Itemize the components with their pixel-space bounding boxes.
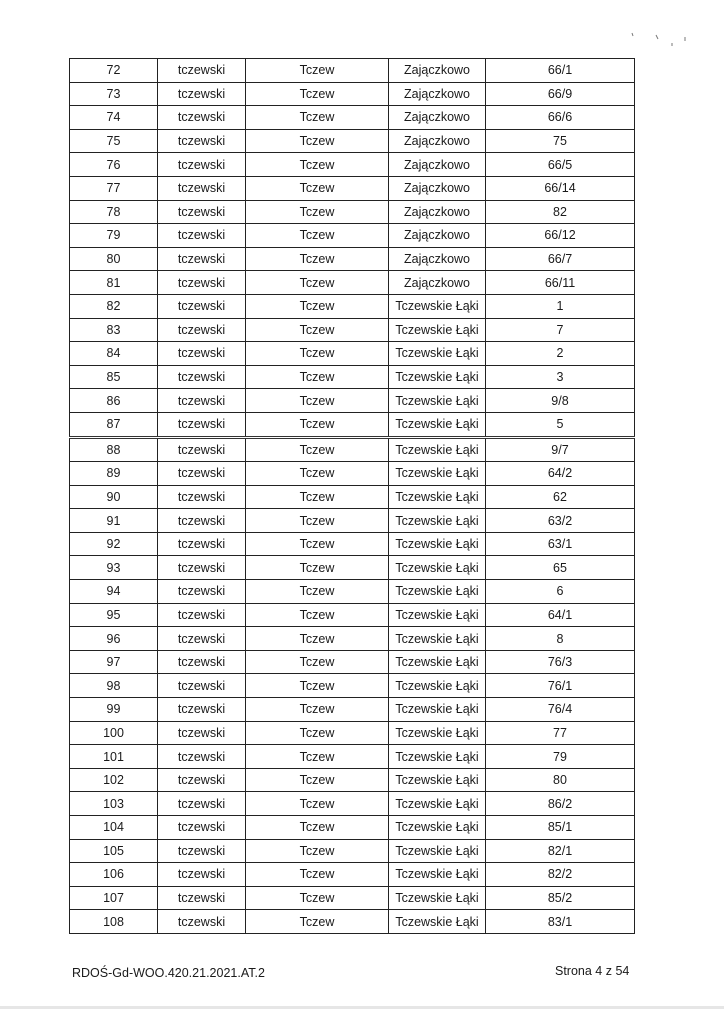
precinct-cell: Tczewskie Łąki — [389, 721, 486, 745]
parcel-number-cell: 85/1 — [486, 816, 635, 840]
row-number-cell: 89 — [70, 462, 158, 486]
table-row — [70, 532, 635, 556]
parcel-number-cell: 66/14 — [486, 176, 635, 200]
table-row — [70, 863, 635, 887]
precinct-cell: Tczewskie Łąki — [389, 839, 486, 863]
table-row — [70, 556, 635, 580]
county-cell: tczewski — [158, 412, 246, 437]
precinct-cell: Tczewskie Łąki — [389, 745, 486, 769]
parcel-number-cell: 83/1 — [486, 910, 635, 934]
precinct-cell: Tczewskie Łąki — [389, 532, 486, 556]
row-number-cell: 87 — [70, 412, 158, 437]
parcel-number-cell: 64/1 — [486, 603, 635, 627]
precinct-cell: Tczewskie Łąki — [389, 910, 486, 934]
precinct-cell: Tczewskie Łąki — [389, 792, 486, 816]
table-row — [70, 129, 635, 153]
county-cell: tczewski — [158, 389, 246, 413]
county-cell: tczewski — [158, 129, 246, 153]
table-row — [70, 816, 635, 840]
precinct-cell: Tczewskie Łąki — [389, 627, 486, 651]
commune-cell: Tczew — [246, 768, 389, 792]
table-row — [70, 509, 635, 533]
commune-cell: Tczew — [246, 318, 389, 342]
parcel-table — [69, 58, 635, 934]
parcel-number-cell: 66/12 — [486, 224, 635, 248]
table-row — [70, 910, 635, 934]
commune-cell: Tczew — [246, 437, 389, 462]
county-cell: tczewski — [158, 745, 246, 769]
county-cell: tczewski — [158, 556, 246, 580]
table-row — [70, 200, 635, 224]
county-cell: tczewski — [158, 462, 246, 486]
commune-cell: Tczew — [246, 389, 389, 413]
parcel-number-cell: 77 — [486, 721, 635, 745]
commune-cell: Tczew — [246, 106, 389, 130]
row-number-cell: 94 — [70, 580, 158, 604]
county-cell: tczewski — [158, 200, 246, 224]
parcel-number-cell: 63/1 — [486, 532, 635, 556]
precinct-cell: Tczewskie Łąki — [389, 886, 486, 910]
county-cell: tczewski — [158, 437, 246, 462]
row-number-cell: 93 — [70, 556, 158, 580]
commune-cell: Tczew — [246, 839, 389, 863]
table-row — [70, 365, 635, 389]
parcel-number-cell: 5 — [486, 412, 635, 437]
county-cell: tczewski — [158, 839, 246, 863]
precinct-cell: Tczewskie Łąki — [389, 509, 486, 533]
row-number-cell: 96 — [70, 627, 158, 651]
parcel-number-cell: 7 — [486, 318, 635, 342]
commune-cell: Tczew — [246, 82, 389, 106]
scan-artifact-marks — [628, 30, 688, 50]
table-row — [70, 224, 635, 248]
page-number: Strona 4 z 54 — [555, 964, 630, 978]
commune-cell: Tczew — [246, 532, 389, 556]
row-number-cell: 102 — [70, 768, 158, 792]
county-cell: tczewski — [158, 650, 246, 674]
row-number-cell: 82 — [70, 294, 158, 318]
row-number-cell: 76 — [70, 153, 158, 177]
precinct-cell: Tczewskie Łąki — [389, 674, 486, 698]
county-cell: tczewski — [158, 886, 246, 910]
row-number-cell: 95 — [70, 603, 158, 627]
precinct-cell: Tczewskie Łąki — [389, 485, 486, 509]
table-row — [70, 674, 635, 698]
row-number-cell: 72 — [70, 59, 158, 83]
table-row — [70, 82, 635, 106]
county-cell: tczewski — [158, 318, 246, 342]
county-cell: tczewski — [158, 674, 246, 698]
table-row — [70, 342, 635, 366]
parcel-number-cell: 9/7 — [486, 437, 635, 462]
parcel-number-cell: 8 — [486, 627, 635, 651]
commune-cell: Tczew — [246, 910, 389, 934]
commune-cell: Tczew — [246, 674, 389, 698]
parcel-number-cell: 76/4 — [486, 698, 635, 722]
commune-cell: Tczew — [246, 627, 389, 651]
parcel-number-cell: 82/2 — [486, 863, 635, 887]
row-number-cell: 88 — [70, 437, 158, 462]
row-number-cell: 73 — [70, 82, 158, 106]
row-number-cell: 84 — [70, 342, 158, 366]
row-number-cell: 86 — [70, 389, 158, 413]
precinct-cell: Zajączkowo — [389, 106, 486, 130]
row-number-cell: 83 — [70, 318, 158, 342]
county-cell: tczewski — [158, 365, 246, 389]
county-cell: tczewski — [158, 698, 246, 722]
table-row — [70, 485, 635, 509]
parcel-number-cell: 6 — [486, 580, 635, 604]
document-reference: RDOŚ-Gd-WOO.420.21.2021.AT.2 — [72, 966, 265, 980]
county-cell: tczewski — [158, 485, 246, 509]
precinct-cell: Zajączkowo — [389, 200, 486, 224]
commune-cell: Tczew — [246, 153, 389, 177]
row-number-cell: 97 — [70, 650, 158, 674]
row-number-cell: 91 — [70, 509, 158, 533]
commune-cell: Tczew — [246, 412, 389, 437]
parcel-number-cell: 66/1 — [486, 59, 635, 83]
precinct-cell: Tczewskie Łąki — [389, 556, 486, 580]
precinct-cell: Zajączkowo — [389, 271, 486, 295]
row-number-cell: 79 — [70, 224, 158, 248]
precinct-cell: Tczewskie Łąki — [389, 318, 486, 342]
parcel-number-cell: 9/8 — [486, 389, 635, 413]
table-row — [70, 839, 635, 863]
parcel-number-cell: 82 — [486, 200, 635, 224]
commune-cell: Tczew — [246, 247, 389, 271]
commune-cell: Tczew — [246, 294, 389, 318]
table-row — [70, 650, 635, 674]
row-number-cell: 78 — [70, 200, 158, 224]
parcel-table-body — [70, 59, 635, 934]
commune-cell: Tczew — [246, 886, 389, 910]
parcel-number-cell: 75 — [486, 129, 635, 153]
table-row — [70, 886, 635, 910]
table-row — [70, 627, 635, 651]
table-row — [70, 745, 635, 769]
parcel-number-cell: 2 — [486, 342, 635, 366]
precinct-cell: Tczewskie Łąki — [389, 650, 486, 674]
table-row — [70, 580, 635, 604]
parcel-number-cell: 86/2 — [486, 792, 635, 816]
commune-cell: Tczew — [246, 556, 389, 580]
county-cell: tczewski — [158, 82, 246, 106]
county-cell: tczewski — [158, 247, 246, 271]
precinct-cell: Tczewskie Łąki — [389, 389, 486, 413]
parcel-number-cell: 79 — [486, 745, 635, 769]
precinct-cell: Tczewskie Łąki — [389, 462, 486, 486]
parcel-number-cell: 64/2 — [486, 462, 635, 486]
precinct-cell: Zajączkowo — [389, 247, 486, 271]
county-cell: tczewski — [158, 910, 246, 934]
county-cell: tczewski — [158, 224, 246, 248]
county-cell: tczewski — [158, 768, 246, 792]
commune-cell: Tczew — [246, 816, 389, 840]
parcel-number-cell: 66/6 — [486, 106, 635, 130]
precinct-cell: Zajączkowo — [389, 224, 486, 248]
county-cell: tczewski — [158, 721, 246, 745]
precinct-cell: Zajączkowo — [389, 153, 486, 177]
commune-cell: Tczew — [246, 176, 389, 200]
commune-cell: Tczew — [246, 863, 389, 887]
commune-cell: Tczew — [246, 342, 389, 366]
county-cell: tczewski — [158, 106, 246, 130]
commune-cell: Tczew — [246, 603, 389, 627]
county-cell: tczewski — [158, 816, 246, 840]
table-row — [70, 153, 635, 177]
precinct-cell: Tczewskie Łąki — [389, 437, 486, 462]
table-row — [70, 721, 635, 745]
commune-cell: Tczew — [246, 59, 389, 83]
row-number-cell: 105 — [70, 839, 158, 863]
parcel-number-cell: 63/2 — [486, 509, 635, 533]
table-row — [70, 106, 635, 130]
table-row — [70, 247, 635, 271]
table-row — [70, 271, 635, 295]
county-cell: tczewski — [158, 59, 246, 83]
precinct-cell: Tczewskie Łąki — [389, 412, 486, 437]
county-cell: tczewski — [158, 153, 246, 177]
commune-cell: Tczew — [246, 721, 389, 745]
precinct-cell: Tczewskie Łąki — [389, 365, 486, 389]
table-row — [70, 59, 635, 83]
table-row — [70, 318, 635, 342]
row-number-cell: 77 — [70, 176, 158, 200]
commune-cell: Tczew — [246, 745, 389, 769]
parcel-number-cell: 1 — [486, 294, 635, 318]
county-cell: tczewski — [158, 627, 246, 651]
county-cell: tczewski — [158, 176, 246, 200]
row-number-cell: 90 — [70, 485, 158, 509]
parcel-number-cell: 76/1 — [486, 674, 635, 698]
county-cell: tczewski — [158, 863, 246, 887]
table-row — [70, 792, 635, 816]
county-cell: tczewski — [158, 294, 246, 318]
parcel-number-cell: 3 — [486, 365, 635, 389]
row-number-cell: 74 — [70, 106, 158, 130]
commune-cell: Tczew — [246, 462, 389, 486]
row-number-cell: 99 — [70, 698, 158, 722]
parcel-number-cell: 62 — [486, 485, 635, 509]
commune-cell: Tczew — [246, 224, 389, 248]
precinct-cell: Tczewskie Łąki — [389, 342, 486, 366]
row-number-cell: 92 — [70, 532, 158, 556]
scan-edge — [0, 1006, 724, 1009]
county-cell: tczewski — [158, 342, 246, 366]
precinct-cell: Tczewskie Łąki — [389, 603, 486, 627]
county-cell: tczewski — [158, 603, 246, 627]
precinct-cell: Tczewskie Łąki — [389, 698, 486, 722]
parcel-number-cell: 66/5 — [486, 153, 635, 177]
commune-cell: Tczew — [246, 698, 389, 722]
row-number-cell: 80 — [70, 247, 158, 271]
commune-cell: Tczew — [246, 365, 389, 389]
table-row — [70, 412, 635, 437]
row-number-cell: 108 — [70, 910, 158, 934]
parcel-number-cell: 65 — [486, 556, 635, 580]
county-cell: tczewski — [158, 792, 246, 816]
precinct-cell: Tczewskie Łąki — [389, 768, 486, 792]
commune-cell: Tczew — [246, 200, 389, 224]
precinct-cell: Zajączkowo — [389, 176, 486, 200]
county-cell: tczewski — [158, 532, 246, 556]
commune-cell: Tczew — [246, 509, 389, 533]
parcel-number-cell: 66/9 — [486, 82, 635, 106]
row-number-cell: 106 — [70, 863, 158, 887]
table-row — [70, 437, 635, 462]
row-number-cell: 103 — [70, 792, 158, 816]
row-number-cell: 101 — [70, 745, 158, 769]
table-row — [70, 768, 635, 792]
table-row — [70, 176, 635, 200]
table-row — [70, 603, 635, 627]
row-number-cell: 81 — [70, 271, 158, 295]
row-number-cell: 107 — [70, 886, 158, 910]
commune-cell: Tczew — [246, 129, 389, 153]
precinct-cell: Zajączkowo — [389, 59, 486, 83]
table-row — [70, 389, 635, 413]
county-cell: tczewski — [158, 271, 246, 295]
row-number-cell: 104 — [70, 816, 158, 840]
precinct-cell: Tczewskie Łąki — [389, 863, 486, 887]
row-number-cell: 75 — [70, 129, 158, 153]
commune-cell: Tczew — [246, 271, 389, 295]
parcel-number-cell: 76/3 — [486, 650, 635, 674]
precinct-cell: Tczewskie Łąki — [389, 816, 486, 840]
row-number-cell: 100 — [70, 721, 158, 745]
parcel-number-cell: 80 — [486, 768, 635, 792]
county-cell: tczewski — [158, 580, 246, 604]
precinct-cell: Tczewskie Łąki — [389, 294, 486, 318]
precinct-cell: Tczewskie Łąki — [389, 580, 486, 604]
commune-cell: Tczew — [246, 650, 389, 674]
parcel-number-cell: 66/7 — [486, 247, 635, 271]
table-row — [70, 462, 635, 486]
county-cell: tczewski — [158, 509, 246, 533]
row-number-cell: 98 — [70, 674, 158, 698]
commune-cell: Tczew — [246, 792, 389, 816]
commune-cell: Tczew — [246, 485, 389, 509]
row-number-cell: 85 — [70, 365, 158, 389]
parcel-number-cell: 82/1 — [486, 839, 635, 863]
parcel-number-cell: 66/11 — [486, 271, 635, 295]
table-row — [70, 294, 635, 318]
table-row — [70, 698, 635, 722]
commune-cell: Tczew — [246, 580, 389, 604]
precinct-cell: Zajączkowo — [389, 129, 486, 153]
precinct-cell: Zajączkowo — [389, 82, 486, 106]
parcel-number-cell: 85/2 — [486, 886, 635, 910]
